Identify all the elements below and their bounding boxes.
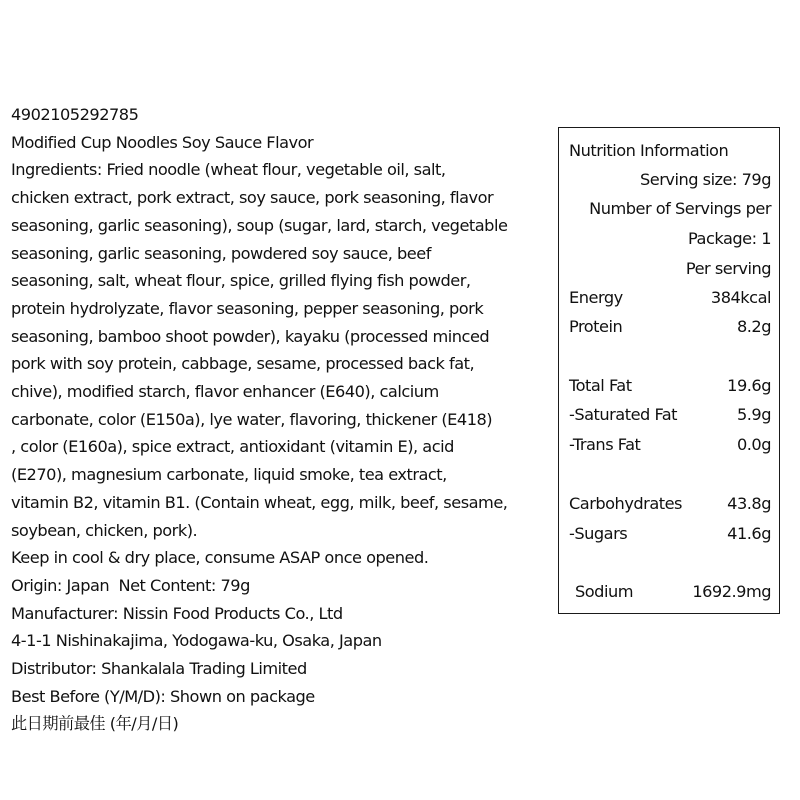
ingredients-line: (E270), magnesium carbonate, liquid smoke, tea extract, — [11, 465, 447, 485]
nutrition-row-energy: Energy 384kcal — [569, 288, 771, 307]
nutrition-panel — [558, 127, 780, 614]
ingredients-line: seasoning, garlic seasoning, powdered soy sauce, beef — [11, 243, 431, 263]
ingredients-line: Ingredients: Fried noodle (wheat flour, vegetable oil, salt, — [11, 160, 446, 180]
barcode-number: 4902105292785 — [11, 105, 139, 124]
ingredients-line: soybean, chicken, pork). — [11, 520, 198, 540]
ingredients-line: , color (E160a), spice extract, antioxidant (vitamin E), acid — [11, 437, 454, 457]
nutrition-row-protein: Protein 8.2g — [569, 317, 771, 336]
nutrition-row-carbohydrates: Carbohydrates 43.8g — [569, 494, 771, 513]
ingredients-line: chive), modified starch, flavor enhancer (E640), calcium — [11, 382, 439, 402]
ingredients-line: seasoning, bamboo shoot powder), kayaku (processed minced — [11, 326, 490, 346]
ingredients-line: pork with soy protein, cabbage, sesame, processed back fat, — [11, 354, 475, 374]
serving-size: Serving size: 79g — [639, 170, 771, 189]
manufacturer: Manufacturer: Nissin Food Products Co., Ltd — [11, 603, 343, 623]
ingredients-line: carbonate, color (E150a), lye water, flavoring, thickener (E418) — [11, 409, 493, 429]
best-before-chinese: 此日期前最佳 (年/月/日) — [11, 714, 179, 734]
ingredients-line: chicken extract, pork extract, soy sauce, pork seasoning, flavor — [11, 188, 494, 208]
manufacturer-address: 4-1-1 Nishinakajima, Yodogawa-ku, Osaka, Japan — [11, 631, 382, 651]
nutrition-row-trans-fat: -Trans Fat 0.0g — [569, 435, 771, 454]
nutrition-title: Nutrition Information — [569, 141, 729, 160]
nutrition-row-sodium: Sodium 1692.9mg — [575, 582, 771, 601]
per-serving-header: Per serving — [685, 259, 771, 278]
origin-net-content: Origin: Japan Net Content: 79g — [11, 575, 250, 595]
ingredients-block — [11, 156, 559, 544]
product-name: Modified Cup Noodles Soy Sauce Flavor — [11, 132, 314, 152]
nutrition-row-sugars: -Sugars 41.6g — [569, 524, 771, 543]
best-before: Best Before (Y/M/D): Shown on package — [11, 686, 315, 706]
ingredients-line: vitamin B2, vitamin B1. (Contain wheat, egg, milk, beef, sesame, — [11, 492, 508, 512]
storage-instructions: Keep in cool & dry place, consume ASAP once opened. — [11, 548, 429, 568]
product-info — [11, 101, 559, 738]
ingredients-line: seasoning, garlic seasoning), soup (sugar, lard, starch, vegetable — [11, 215, 508, 235]
distributor: Distributor: Shankalala Trading Limited — [11, 659, 307, 679]
nutrition-row-total-fat: Total Fat 19.6g — [569, 376, 771, 395]
nutrition-row-saturated-fat: -Saturated Fat 5.9g — [569, 405, 771, 424]
ingredients-line: protein hydrolyzate, flavor seasoning, pepper seasoning, pork — [11, 298, 484, 318]
ingredients-line: seasoning, salt, wheat flour, spice, grilled flying fish powder, — [11, 271, 471, 291]
servings-per-package-value: Package: 1 — [688, 229, 771, 248]
servings-per-package: Number of Servings per — [589, 199, 771, 218]
